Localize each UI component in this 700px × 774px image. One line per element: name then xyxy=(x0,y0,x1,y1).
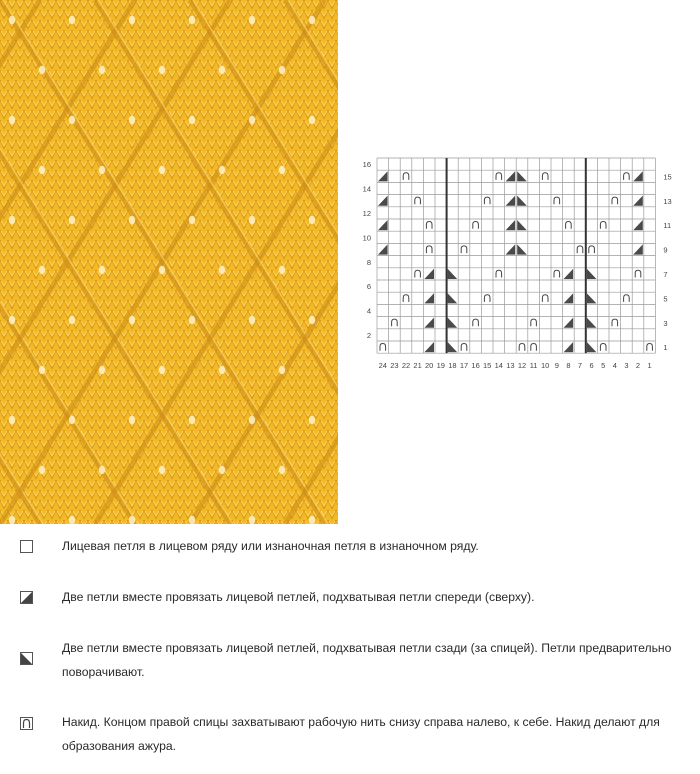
yo-symbol xyxy=(415,270,421,277)
yo-symbol xyxy=(403,295,409,302)
k2tog-symbol xyxy=(378,171,388,181)
k2tog-symbol xyxy=(378,220,388,230)
col-label: 16 xyxy=(471,361,480,371)
legend-text: Накид. Концом правой спицы захватывают рабочую нить снизу справа налево, к себе. Накид делают для образования ажура. xyxy=(62,715,660,753)
col-label: 24 xyxy=(378,361,387,371)
row-label-left: 6 xyxy=(366,282,371,292)
col-label: 6 xyxy=(589,361,594,371)
row-label-left: 2 xyxy=(366,330,371,340)
k2tog-symbol xyxy=(506,196,516,206)
col-label: 18 xyxy=(448,361,457,371)
col-label: 23 xyxy=(390,361,399,371)
row-label-left: 8 xyxy=(366,257,371,267)
col-label: 21 xyxy=(413,361,422,371)
yo-symbol xyxy=(624,173,630,180)
col-label: 5 xyxy=(601,361,606,371)
yarn-over-icon xyxy=(20,717,33,730)
col-label: 20 xyxy=(425,361,434,371)
yo-symbol xyxy=(600,344,606,351)
yo-symbol xyxy=(589,246,595,253)
col-label: 17 xyxy=(459,361,469,371)
ssk-symbol xyxy=(517,196,527,206)
k2tog-symbol xyxy=(564,318,574,328)
row-label-right: 5 xyxy=(663,294,668,304)
ssk-symbol xyxy=(448,342,458,352)
ssk-symbol xyxy=(587,293,597,303)
ssk-symbol xyxy=(517,171,527,181)
row-label-right: 7 xyxy=(663,269,668,279)
lace-texture xyxy=(0,0,338,524)
yo-symbol xyxy=(519,344,525,351)
k2tog-symbol xyxy=(424,269,434,279)
col-label: 14 xyxy=(494,361,503,371)
legend-text: Две петли вместе провязать лицевой петлей, подхватывая петли сзади (за спицей). Петли предварительно поворачивают. xyxy=(62,641,672,679)
ssk-symbol xyxy=(448,269,458,279)
k2tog-symbol xyxy=(633,220,643,230)
yo-symbol xyxy=(403,173,409,180)
yo-symbol xyxy=(496,173,502,180)
ssk-symbol xyxy=(587,269,597,279)
row-label-left: 4 xyxy=(366,306,371,316)
chart-symbols xyxy=(378,171,652,352)
legend-text: Лицевая петля в лицевом ряду или изнаночная петля в изнаночном ряду. xyxy=(62,539,479,553)
row-label-right: 3 xyxy=(663,318,668,328)
row-label-left: 14 xyxy=(362,184,371,194)
ssk-symbol xyxy=(587,342,597,352)
row-label-right: 15 xyxy=(663,172,672,182)
ssk-symbol xyxy=(448,318,458,328)
yo-symbol xyxy=(484,295,490,302)
yo-symbol xyxy=(392,319,398,326)
col-label: 9 xyxy=(554,361,559,371)
k2tog-symbol xyxy=(424,318,434,328)
yo-symbol xyxy=(461,246,467,253)
col-label: 3 xyxy=(624,361,629,371)
k2tog-symbol xyxy=(424,342,434,352)
legend-text: Две петли вместе провязать лицевой петлей, подхватывая петли спереди (сверху). xyxy=(62,590,535,604)
legend xyxy=(0,524,700,774)
yo-symbol xyxy=(612,319,618,326)
yo-symbol xyxy=(554,270,560,277)
knitting-chart xyxy=(355,150,700,380)
k2tog-symbol xyxy=(633,171,643,181)
col-label: 13 xyxy=(506,361,515,371)
knit-stitch-icon xyxy=(20,540,33,553)
ssk-symbol xyxy=(517,244,527,254)
yo-symbol xyxy=(461,344,467,351)
k2tog-symbol xyxy=(424,293,434,303)
row-label-right: 13 xyxy=(663,196,672,206)
k2tog-symbol xyxy=(506,171,516,181)
col-label: 8 xyxy=(566,361,571,371)
col-label: 19 xyxy=(436,361,445,371)
row-label-right: 11 xyxy=(663,221,672,231)
ssk-symbol xyxy=(517,220,527,230)
row-label-right: 1 xyxy=(663,343,668,353)
yo-symbol xyxy=(612,197,618,204)
row-label-left: 10 xyxy=(362,233,371,243)
col-label: 4 xyxy=(612,361,617,371)
yo-symbol xyxy=(531,319,537,326)
yo-symbol xyxy=(415,197,421,204)
knitted-sample-photo xyxy=(0,0,338,524)
yo-symbol xyxy=(542,295,548,302)
yo-symbol xyxy=(600,222,606,229)
chart-grid xyxy=(355,150,700,380)
grid-lines xyxy=(377,158,655,353)
k2tog-symbol xyxy=(633,196,643,206)
yo-symbol xyxy=(473,222,479,229)
yo-symbol xyxy=(531,344,537,351)
k2tog-symbol xyxy=(564,293,574,303)
col-label: 10 xyxy=(541,361,550,371)
row-label-left: 12 xyxy=(362,208,371,218)
col-label: 12 xyxy=(517,361,527,371)
k2tog-symbol xyxy=(633,244,643,254)
yo-symbol xyxy=(624,295,630,302)
k2tog-symbol xyxy=(506,244,516,254)
k2tog-icon xyxy=(20,591,33,604)
k2tog-symbol xyxy=(378,196,388,206)
col-label: 11 xyxy=(529,361,538,371)
yo-symbol xyxy=(542,173,548,180)
col-label: 7 xyxy=(577,361,583,371)
yo-symbol xyxy=(566,222,572,229)
row-label-left: 16 xyxy=(362,160,371,170)
k2tog-symbol xyxy=(506,220,516,230)
yo-symbol xyxy=(635,270,641,277)
yo-symbol xyxy=(426,222,432,229)
yo-symbol xyxy=(473,319,479,326)
ssk-icon xyxy=(20,652,33,665)
yo-symbol xyxy=(554,197,560,204)
yo-symbol xyxy=(647,344,653,351)
yo-symbol xyxy=(380,344,386,351)
k2tog-symbol xyxy=(564,269,574,279)
row-label-right: 9 xyxy=(663,245,668,255)
k2tog-symbol xyxy=(378,244,388,254)
k2tog-symbol xyxy=(564,342,574,352)
yo-symbol xyxy=(577,246,583,253)
col-label: 15 xyxy=(483,361,492,371)
col-label: 1 xyxy=(647,361,652,371)
yo-symbol xyxy=(496,270,502,277)
yo-symbol xyxy=(426,246,432,253)
yo-symbol xyxy=(484,197,490,204)
col-label: 2 xyxy=(635,361,641,371)
ssk-symbol xyxy=(448,293,458,303)
col-label: 22 xyxy=(401,361,411,371)
ssk-symbol xyxy=(587,318,597,328)
